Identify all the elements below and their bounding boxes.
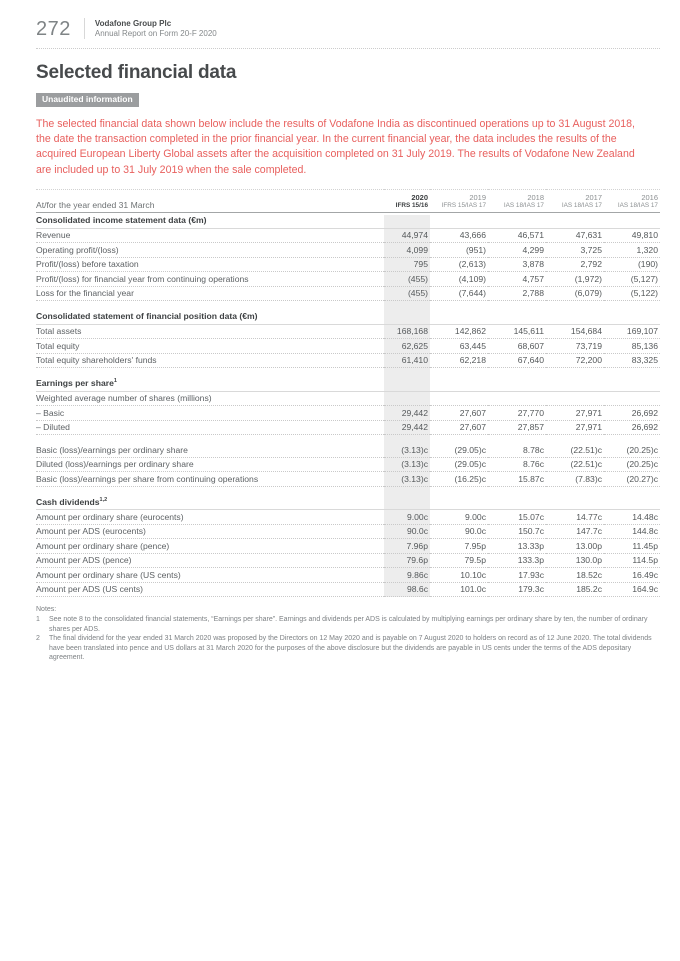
cell-value: 8.76c [488,457,546,472]
cell-value: 62,218 [430,353,488,368]
section-header-row [36,309,660,324]
note-item [36,634,660,663]
cell-value: 164.9c [604,582,660,597]
cell-value: 29,442 [384,420,430,435]
cell-value: 27,857 [488,420,546,435]
cell-value: 147.7c [546,524,604,539]
cell-value: 15.87c [488,472,546,487]
section-gap [36,301,660,310]
cell-value: (22.51)c [546,443,604,457]
cell-value: 133.3p [488,553,546,568]
cell-value: (20.25)c [604,443,660,457]
cell-value: 26,692 [604,420,660,435]
table-row [36,457,660,472]
table-body [36,213,660,597]
cell-value: 27,971 [546,406,604,421]
publication-info [84,18,217,39]
cell-value: 49,810 [604,228,660,243]
cell-value: 29,442 [384,406,430,421]
row-label: Amount per ADS (US cents) [36,582,384,597]
cell-value: 61,410 [384,353,430,368]
table-row [36,286,660,301]
cell-value: 4,757 [488,272,546,287]
section-gap [36,435,660,444]
cell-value: (5,122) [604,286,660,301]
cell-value: 47,631 [546,228,604,243]
cell-value: 83,325 [604,353,660,368]
accounting-standard-label: IAS 18/IAS 17 [503,202,544,210]
cell-value: 101.0c [430,582,488,597]
financial-table [36,189,660,598]
section-header: Consolidated statement of financial position data (€m) [36,309,660,324]
cell-value: 2,792 [546,257,604,272]
accounting-standard-label: IFRS 15/16 [395,202,428,210]
cell-value: 142,862 [430,324,488,339]
table-row [36,539,660,554]
cell-value: 1,320 [604,243,660,258]
note-item [36,615,660,634]
cell-value: 14.48c [604,510,660,525]
year-column-header [546,189,604,213]
cell-value: 18.52c [546,568,604,583]
cell-value: (20.27)c [604,472,660,487]
section-header-row [36,495,660,510]
page-number: 272 [36,18,71,40]
cell-value: (2,613) [430,257,488,272]
page-header [36,18,660,49]
row-label: Total equity shareholders' funds [36,353,384,368]
table-row [36,443,660,457]
cell-value: 62,625 [384,339,430,354]
cell-value: 13.00p [546,539,604,554]
cell-value: 2,788 [488,286,546,301]
table-row [36,257,660,272]
cell-value: 27,770 [488,406,546,421]
row-label: Amount per ordinary share (pence) [36,539,384,554]
cell-value: 130.0p [546,553,604,568]
row-label: Operating profit/(loss) [36,243,384,258]
cell-value: (16.25)c [430,472,488,487]
year-label: 2019 [469,192,486,202]
cell-value: 9.00c [384,510,430,525]
report-name: Annual Report on Form 20-F 2020 [94,29,217,38]
cell-value: 85,136 [604,339,660,354]
cell-value: (3.13)c [384,472,430,487]
row-label: – Diluted [36,420,384,435]
cell-value: 9.00c [430,510,488,525]
cell-value: (1,972) [546,272,604,287]
section-header-row [36,213,660,229]
note-number: 1 [36,615,40,623]
cell-value: 8.78c [488,443,546,457]
cell-value: 144.8c [604,524,660,539]
section-gap [36,486,660,495]
unaudited-badge: Unaudited information [36,93,139,107]
table-row [36,568,660,583]
cell-value: 79.6p [384,553,430,568]
note-text: See note 8 to the consolidated financial statements, “Earnings per share”. Earnings and dividends per ADS is calculated by multiplying earnings per ordinary share by ten, the number of ordinary shares per ADS. [49,615,648,633]
row-label: Profit/(loss) for financial year from continuing operations [36,272,384,287]
year-column-header [430,189,488,213]
cell-value [384,391,430,406]
table-row [36,324,660,339]
section-header: Consolidated income statement data (€m) [36,213,660,229]
table-row [36,553,660,568]
cell-value: 4,299 [488,243,546,258]
section-header: Earnings per share$^1$ [36,376,660,391]
cell-value [488,391,546,406]
cell-value: (22.51)c [546,457,604,472]
table-row [36,228,660,243]
section-header-row [36,376,660,391]
cell-value: 67,640 [488,353,546,368]
cell-value: (3.13)c [384,457,430,472]
cell-value: (6,079) [546,286,604,301]
accounting-standard-label: IAS 18/IAS 17 [561,202,602,210]
row-label: Amount per ADS (pence) [36,553,384,568]
row-label: Amount per ordinary share (US cents) [36,568,384,583]
note-text: The final dividend for the year ended 31 March 2020 was proposed by the Directors on 12 May 2020 and is payable on 7 August 2020 to holders on record as of 12 June 2020. The total dividends have been translated into pence and US dollars at 31 March 2020 for the purposes of the above disclosure but the dividends are payable in US cents under the terms of the ADS depositary agreement. [49,635,652,662]
section-header: Cash dividends$^{1,2}$ [36,495,660,510]
cell-value: 7.96p [384,539,430,554]
cell-value: 68,607 [488,339,546,354]
cell-value: 150.7c [488,524,546,539]
cell-value: 27,607 [430,406,488,421]
cell-value [604,391,660,406]
table-row [36,406,660,421]
section-gap-cell [36,368,660,377]
year-label: 2016 [641,192,658,202]
cell-value: 46,571 [488,228,546,243]
note-number: 2 [36,635,40,643]
table-row [36,243,660,258]
section-gap [36,368,660,377]
cell-value: (20.25)c [604,457,660,472]
cell-value: 72,200 [546,353,604,368]
cell-value: 154,684 [546,324,604,339]
cell-value: 145,611 [488,324,546,339]
intro-paragraph: The selected financial data shown below include the results of Vodafone India as discontinued operations up to 31 August 2018, the date the transaction completed in the prior financial year. In the current financial year, the data includes the results of the acquired European Liberty Global assets after the acquisition completed on 31 July 2019. The results of Vodafone New Zealand are included up to 31 July 2019 when the sale completed. [36,118,635,176]
year-column-header [604,189,660,213]
row-label: – Basic [36,406,384,421]
note-reference: 1,2 [99,496,108,503]
year-column-header [384,189,430,213]
cell-value: 14.77c [546,510,604,525]
section-gap-cell [36,435,660,444]
accounting-standard-label: IFRS 15/IAS 17 [441,202,486,210]
cell-value: (190) [604,257,660,272]
cell-value: 44,974 [384,228,430,243]
row-label: Total assets [36,324,384,339]
row-label: Profit/(loss) before taxation [36,257,384,272]
cell-value: (3.13)c [384,443,430,457]
cell-value: 16.49c [604,568,660,583]
year-label: 2017 [585,192,602,202]
cell-value: 43,666 [430,228,488,243]
cell-value: 73,719 [546,339,604,354]
row-label: Amount per ordinary share (eurocents) [36,510,384,525]
cell-value: (4,109) [430,272,488,287]
cell-value: 179.3c [488,582,546,597]
note-reference: 1 [113,378,117,385]
year-label: 2020 [411,192,428,202]
cell-value [546,391,604,406]
cell-value: 3,725 [546,243,604,258]
section-gap-cell [36,486,660,495]
cell-value: 185.2c [546,582,604,597]
cell-value: 795 [384,257,430,272]
cell-value: 114.5p [604,553,660,568]
cell-value: (7,644) [430,286,488,301]
table-row [36,272,660,287]
notes-title: Notes: [36,606,57,614]
cell-value: (29.05)c [430,443,488,457]
cell-value: 15.07c [488,510,546,525]
cell-value: 169,107 [604,324,660,339]
cell-value: 79.5p [430,553,488,568]
cell-value: (951) [430,243,488,258]
row-label: Weighted average number of shares (millions) [36,391,384,406]
cell-value: 9.86c [384,568,430,583]
cell-value: (7.83)c [546,472,604,487]
cell-value: 27,971 [546,420,604,435]
notes [36,605,660,663]
cell-value: (455) [384,272,430,287]
table-row [36,472,660,487]
row-label: Amount per ADS (eurocents) [36,524,384,539]
cell-value: 63,445 [430,339,488,354]
org-name: Vodafone Group Plc [94,19,172,28]
cell-value: 90.0c [430,524,488,539]
year-label: 2018 [527,192,544,202]
table-row [36,391,660,406]
row-label: Diluted (loss)/earnings per ordinary share [36,457,384,472]
cell-value: (29.05)c [430,457,488,472]
cell-value [430,391,488,406]
cell-value: 7.95p [430,539,488,554]
notes-list [36,615,660,663]
cell-value: 17.93c [488,568,546,583]
page-title: Selected financial data [36,62,237,83]
row-label: Total equity [36,339,384,354]
table-row-header: At/for the year ended 31 March [36,189,384,213]
year-column-header [488,189,546,213]
cell-value: 3,878 [488,257,546,272]
cell-value: (455) [384,286,430,301]
cell-value: 13.33p [488,539,546,554]
table-row [36,339,660,354]
cell-value: 4,099 [384,243,430,258]
row-label: Basic (loss)/earnings per share from continuing operations [36,472,384,487]
cell-value: 27,607 [430,420,488,435]
row-label: Revenue [36,228,384,243]
cell-value: 98.6c [384,582,430,597]
table-row [36,510,660,525]
cell-value: (5,127) [604,272,660,287]
financial-table-wrap [36,189,660,598]
row-label: Loss for the financial year [36,286,384,301]
section-gap-cell [36,301,660,310]
cell-value: 26,692 [604,406,660,421]
cell-value: 11.45p [604,539,660,554]
row-label: Basic (loss)/earnings per ordinary share [36,443,384,457]
accounting-standard-label: IAS 18/IAS 17 [617,202,658,210]
cell-value: 168,168 [384,324,430,339]
column-header-row [36,189,660,213]
table-row [36,524,660,539]
table-row [36,353,660,368]
cell-value: 10.10c [430,568,488,583]
table-row [36,582,660,597]
cell-value: 90.0c [384,524,430,539]
table-row [36,420,660,435]
